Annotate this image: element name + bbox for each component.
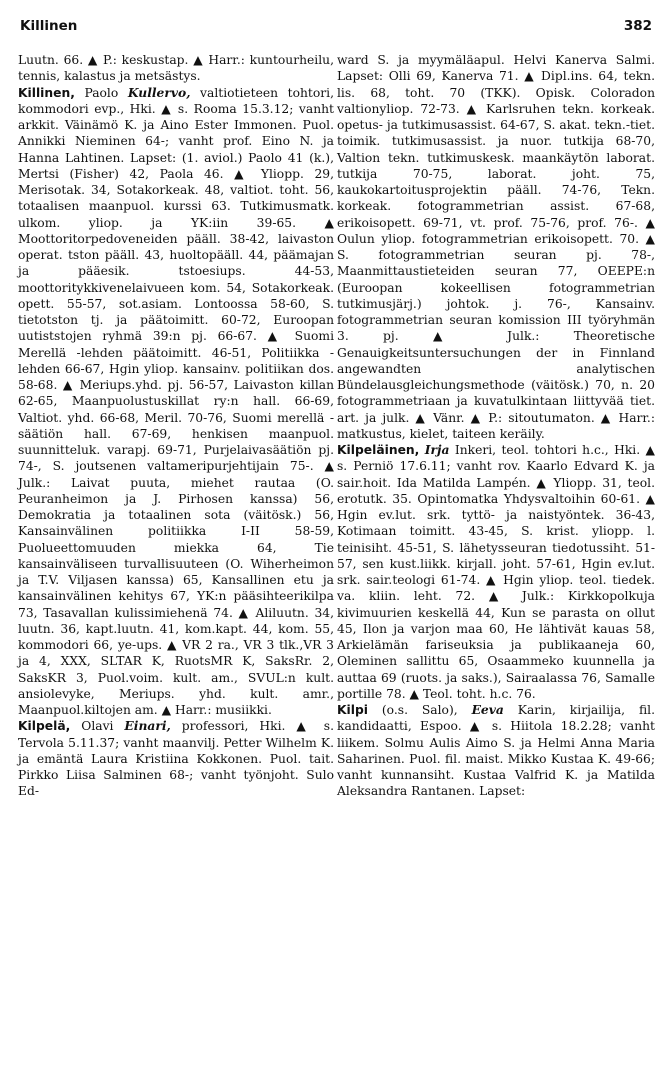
entry-headword: Kilpelä,: [18, 719, 71, 734]
entry-headword: Kilpeläinen,: [337, 443, 420, 457]
right-column: [337, 52, 655, 800]
entry-killinen-paolo: [18, 85, 334, 719]
entry-calling-name: Kullervo,: [127, 84, 191, 100]
entry-first-name: (o.s. Salo),: [367, 703, 472, 717]
entry-text: valtiotieteen tohtori, kommodori evp., Hki. ▲ s. Rooma 15.3.12; vanht arkkit. Väinämö K. ja Aino Ester Immonen. Puol. Annikki Nieminen 64-; vanht prof. Eino N. ja Hanna Lahtinen. Lapset: (1. aviol.) Paolo 41 (k.), Mertsi (Fisher) 42, Paola 46. ▲ Yliopp. 29, Merisotak. 34, Sotakorkeak. 48, valtiot. toht. 56, totaalisen maanpuol. kurssi 63. Tutkimusmatk. ulkom. yliop. ja YK:iin 39-65. ▲ Moottoritorpedoveneiden pääll. 38-42, laivaston operat. tston pääll. 43, huoltopääll. 44, päämajan ja pääesik. tstoesiups. 44-53, moottoritykkivenelaivueen kom. 54, Sotakorkeak. opett. 55-57, sot.asiam. Lontoossa 58-60, S. tietotston tj. ja päätoimitt. 60-72, Euroopan uutiststojen ryhmä 39:n pj. 66-67. ▲ Suomi Merellä -lehden päätoimitt. 46-51, Politiikka -lehden 66-67, Hgin yliop. kansainv. politiikan dos. 58-68. ▲ Meriups.yhd. pj. 56-57, Laivaston killan 62-65, Maanpuolustuskillat ry:n hall. 66-69, Valtiot. yhd. 66-68, Meril. 70-76, Suomi merellä -säätiön hall. 67-69, henkisen maanpuol. suunnitteluk. varapj. 69-71, Purjelaivasäätiön pj. 74-, S. joutsenen valtameripurjehtijain 75-. ▲ Julk.: Laivat puuta, miehet rautaa (O. Peuranheimon ja J. Pirhosen kanssa) 56, Demokratia ja totaalinen sota (väitösk.) 56, Kansainvälinen politiikka I-II 58-59, Puolueettomuuden miekka 64, Tie kansainväliseen turvallisuuteen (O. Wiherheimon ja T.V. Viljasen kanssa) 65, Kansallinen etu ja kansainvälinen kehitys 67, YK:n pääsihteerikilpa 73, Tasavallan kulissimiehenä 74. ▲ Aliluutn. 34, luutn. 36, kapt.luutn. 41, kom.kapt. 44, kom. 55, kommodori 66, ye-ups. ▲ VR 2 ra., VR 3 tlk.,VR 3 ja 4, XXX, SLTAR K, RuotsMR K, SaksRr. 2, SaksKR 3, Puol.voim. kult. am., SVUL:n kult. ansiolevyke, Meriups. yhd. kult. amr., Maanpuol.kiltojen am. ▲ Harr.: musiikki.: [18, 85, 334, 717]
entry-text: ward S. ja myymäläapul. Helvi Kanerva Salmi. Lapset: Olli 69, Kanerva 71. ▲ Dipl.ins. 64, tekn. lis. 68, toht. 70 (TKK). Opisk. Coloradon valtionyliop. 72-73. ▲ Karlsruhen tekn. korkeak. opetus- ja tutkimusassist. 64-67, S. akat. tekn.-tiet. toimik. tutkimusassist. ja nuor. tutkija 68-70, Valtion tekn. tutkimuskesk. maankäytön laborat. tutkija 70-75, laborat. joht. 75, kaukokartoitusprojektin pääll. 74-76, Tekn. korkeak. fotogrammetrian assist. 67-68, erikoisopett. 69-71, vt. prof. 75-76, prof. 76-. ▲ Oulun yliop. fotogrammetrian erikoisopett. 70. ▲ S. fotogrammetrian seuran pj. 78-, Maanmittaustieteiden seuran 77, OEEPE:n (Euroopan kokeellisen fotogrammetrian tutkimusjärj.) johtok. j. 76-, Kansainv. fotogrammetrian seuran komission III työryhmän 3. pj. ▲ Julk.: Theoretische Genauigkeitsuntersuchungen der in Finnland angewandten analytischen Bündelausgleichungsmethode (väitösk.) 70, n. 20 fotogrammetriaan ja kuvatulkintaan liittyvää tiet. art. ja julk. ▲ Vänr. ▲ P.: sitoutumaton. ▲ Harr.: matkustus, kielet, taiteen keräily.: [337, 53, 655, 441]
entry-calling-name: Einari,: [124, 718, 171, 734]
left-column: [18, 52, 334, 800]
page-number: 382: [623, 18, 652, 34]
entry-kilpelainen-irja: [337, 442, 655, 702]
entry-text: Inkeri, teol. tohtori h.c., Hki. ▲ s. Perniö 17.6.11; vanht rov. Kaarlo Edvard K. ja sair.hoit. Ida Matilda Lampén. ▲ Yliopp. 31, teol. erotutk. 35. Opintomatka Yhdysvaltoihin 60-61. ▲ Hgin ev.lut. srk. tyttö- ja naistyöntek. 36-43, Kotimaan toimitt. 43-45, S. krist. yliopp. l. teinisiht. 45-51, S. lähetysseuran tiedotussiht. 51-57, sen kust.liikk. kirjall. joht. 57-61, Hgin ev.lut. srk. sair.teologi 61-74. ▲ Hgin yliop. teol. tiedek. va. kliin. leht. 72. ▲ Julk.: Kirkkopolkuja kivimuurien keskellä 44, Kun se parasta on ollut 45, Ilon ja varjon maa 60, He lähtivät kauas 58, Arkielämän fariseuksia ja publikaaneja 60, Oleminen sallittu 65, Osaammeko kuunnella ja auttaa 69 (ruots. ja saks.), Sairaalassa 76, Samalle portille 78. ▲ Teol. toht. h.c. 76.: [337, 443, 655, 701]
entry-first-name: Paolo: [74, 85, 128, 100]
entry-kilpela-olavi: [18, 718, 334, 799]
entry-kilpi-eeva: [337, 702, 655, 800]
entry-headword: Killinen,: [18, 85, 75, 100]
entry-text: Karin, kirjailija, fil. kandidaatti, Espoo. ▲ s. Hiitola 18.2.28; vanht liikem. Solmu Aulis Aimo S. ja Helmi Anna Maria Saharinen. Puol. fil. maist. Mikko Kustaa K. 49-66; vanht kunnansiht. Kustaa Valfrid K. ja Matilda Aleksandra Rantanen. Lapset:: [337, 703, 655, 799]
guide-word: Killinen: [20, 18, 78, 34]
entry-text: professori, Hki. ▲ s. Tervola 5.11.37; vanht maanvilj. Petter Wilhelm K. ja emäntä Laura Kristiina Kokkonen. Puol. tait. Pirkko Liisa Salminen 68-; vanht työnjoht. Sulo Ed-: [18, 719, 334, 799]
entry-headword: Kilpi: [337, 703, 368, 717]
entry-continuation: [337, 52, 655, 442]
entry-text: Luutn. 66. ▲ P.: keskustap. ▲ Harr.: kuntourheilu, tennis, kalastus ja metsästys.: [18, 53, 334, 84]
entry-calling-name: Eeva: [471, 702, 504, 717]
entry-calling-name: Irja: [424, 442, 450, 457]
entry-continuation: [18, 52, 334, 85]
entry-first-name: Olavi: [70, 719, 125, 734]
running-header: [20, 18, 652, 40]
